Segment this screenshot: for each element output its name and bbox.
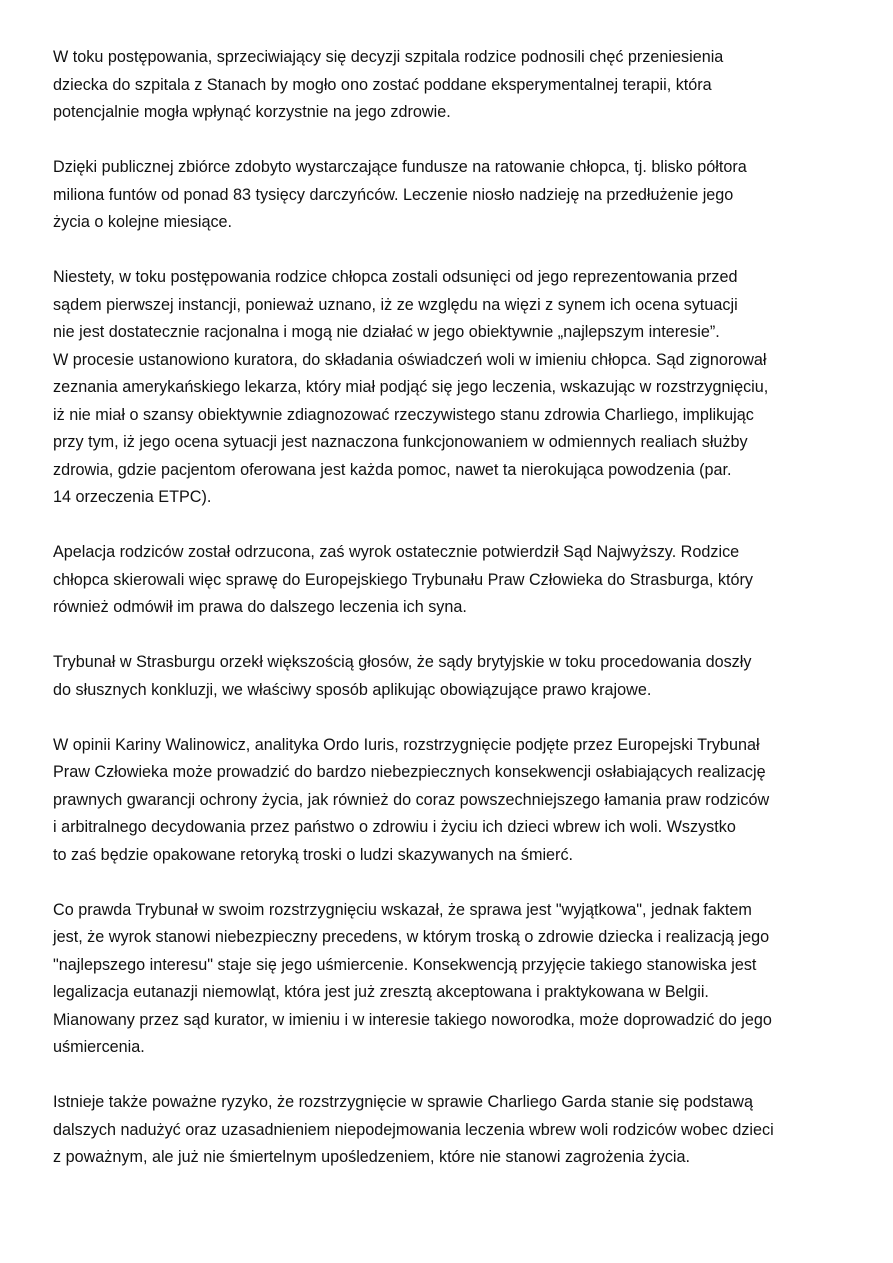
text-line: dziecka do szpitala z Stanach by mogło ono zostać poddane eksperymentalnej terapii, która — [53, 75, 712, 94]
text-line: do słusznych konkluzji, we właściwy sposób aplikując obowiązujące prawo krajowe. — [53, 680, 652, 699]
text-line: "najlepszego interesu" staje się jego uśmiercenie. Konsekwencją przyjęcie takiego stanowiska jest — [53, 955, 757, 974]
paragraph-2 — [53, 154, 853, 237]
text-line: prawnych gwarancji ochrony życia, jak również do coraz powszechniejszego łamania praw rodziców — [53, 790, 770, 809]
paragraph-8 — [53, 1089, 853, 1172]
text-line: iż nie miał o szansy obiektywnie zdiagnozować rzeczywistego stanu zdrowia Charliego, implikując — [53, 405, 754, 424]
text-line: Trybunał w Strasburgu orzekł większością głosów, że sądy brytyjskie w toku procedowania doszły — [53, 653, 752, 671]
text-line: W toku postępowania, sprzeciwiający się decyzji szpitala rodzice podnosili chęć przeniesienia — [53, 48, 724, 66]
text-line: 14 orzeczenia ETPC). — [53, 488, 212, 506]
text-line: Apelacja rodziców został odrzucona, zaś wyrok ostatecznie potwierdził Sąd Najwyższy. Rodzice — [53, 543, 740, 561]
text-line: zeznania amerykańskiego lekarza, który miał podjąć się jego leczenia, wskazując w rozstrzygnięciu, — [53, 378, 769, 396]
text-line: sądem pierwszej instancji, ponieważ uznano, iż ze względu na więzi z synem ich ocena sytuacji — [53, 295, 738, 314]
text-line: chłopca skierowali więc sprawę do Europejskiego Trybunału Praw Człowieka do Strasburga, który — [53, 570, 753, 589]
text-line: życia o kolejne miesiące. — [53, 213, 233, 231]
text-line: przy tym, iż jego ocena sytuacji jest naznaczona funkcjonowaniem w odmiennych realiach służby — [53, 433, 748, 451]
paragraph-3 — [53, 264, 853, 512]
paragraph-7 — [53, 897, 853, 1062]
text-line: W procesie ustanowiono kuratora, do składania oświadczeń woli w imieniu chłopca. Sąd zignorował — [53, 350, 767, 369]
text-line: Praw Człowieka może prowadzić do bardzo niebezpiecznych konsekwencji osłabiających realizację — [53, 763, 766, 781]
text-line: uśmiercenia. — [53, 1038, 145, 1056]
text-line: Co prawda Trybunał w swoim rozstrzygnięciu wskazał, że sprawa jest "wyjątkowa", jednak faktem — [53, 900, 752, 919]
text-line: miliona funtów od ponad 83 tysięcy darczyńców. Leczenie niosło nadzieję na przedłużenie jego — [53, 185, 734, 204]
paragraph-1 — [53, 44, 853, 127]
text-line: legalizacja eutanazji niemowląt, która jest już zresztą akceptowana i praktykowana w Belgii. — [53, 983, 709, 1001]
text-line: nie jest dostatecznie racjonalna i mogą nie działać w jego obiektywnie „najlepszym interesie”. — [53, 323, 720, 341]
paragraph-5 — [53, 649, 853, 704]
paragraph-6 — [53, 732, 853, 870]
text-line: jest, że wyrok stanowi niebezpieczny precedens, w którym troską o zdrowie dziecka i realizacją jego — [53, 928, 770, 946]
text-line: dalszych nadużyć oraz uzasadnieniem niepodejmowania leczenia wbrew woli rodziców wobec dzieci — [53, 1120, 774, 1139]
text-line: i arbitralnego decydowania przez państwo o zdrowiu i życiu ich dzieci wbrew ich woli. Wszystko — [53, 818, 736, 836]
text-line: Istnieje także poważne ryzyko, że rozstrzygnięcie w sprawie Charliego Garda stanie się podstawą — [53, 1093, 753, 1111]
text-line: z poważnym, ale już nie śmiertelnym upośledzeniem, które nie stanowi zagrożenia życia. — [53, 1148, 691, 1166]
text-line: również odmówił im prawa do dalszego leczenia ich syna. — [53, 598, 467, 616]
text-line: Dzięki publicznej zbiórce zdobyto wystarczające fundusze na ratowanie chłopca, tj. blisko półtora — [53, 158, 747, 176]
text-line: W opinii Kariny Walinowicz, analityka Ordo Iuris, rozstrzygnięcie podjęte przez Europejski Trybunał — [53, 735, 760, 754]
document-page — [53, 44, 853, 1199]
text-line: Mianowany przez sąd kurator, w imieniu i w interesie takiego noworodka, może doprowadzić do jego — [53, 1010, 772, 1029]
text-line: to zaś będzie opakowane retoryką troski o ludzi skazywanych na śmierć. — [53, 845, 574, 864]
text-line: potencjalnie mogła wpłynąć korzystnie na jego zdrowie. — [53, 103, 451, 121]
paragraph-4 — [53, 539, 853, 622]
text-line: Niestety, w toku postępowania rodzice chłopca zostali odsunięci od jego reprezentowania przed — [53, 268, 738, 286]
text-line: zdrowia, gdzie pacjentom oferowana jest każda pomoc, nawet ta nierokująca powodzenia (par. — [53, 460, 732, 479]
